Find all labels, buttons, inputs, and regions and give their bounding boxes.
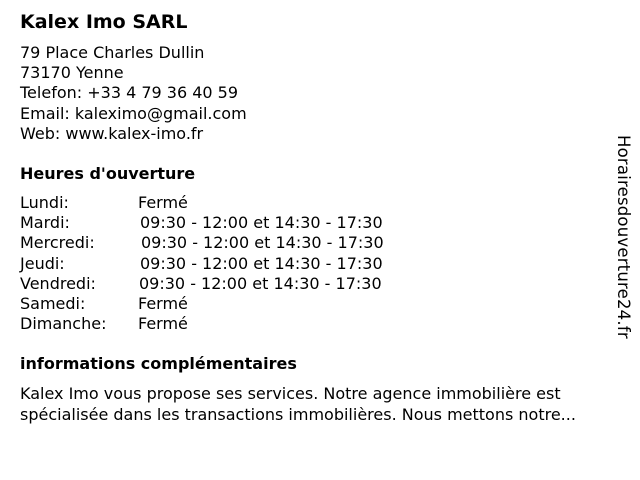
day-label: Jeudi: xyxy=(20,253,65,273)
description-line-2: spécialisée dans les transactions immobilières. Nous mettons notre... xyxy=(20,405,576,424)
day-label: Vendredi: xyxy=(20,273,96,293)
day-hours: 09:30 - 12:00 et 14:30 - 17:30 xyxy=(140,253,383,273)
description-text xyxy=(20,383,630,425)
day-hours: 09:30 - 12:00 et 14:30 - 17:30 xyxy=(140,213,383,233)
opening-hours-heading: Heures d'ouverture xyxy=(20,164,196,183)
day-label: Dimanche: xyxy=(20,314,107,334)
day-label: Mardi: xyxy=(20,213,70,233)
day-hours: 09:30 - 12:00 et 14:30 - 17:30 xyxy=(141,233,384,253)
day-hours: Fermé xyxy=(138,293,188,313)
city-postal: 73170 Yenne xyxy=(20,63,124,83)
website-address: Web: www.kalex-imo.fr xyxy=(20,123,204,143)
day-label: Samedi: xyxy=(20,293,86,313)
street-address: 79 Place Charles Dullin xyxy=(20,43,205,62)
day-label: Lundi: xyxy=(20,193,69,212)
business-name: Kalex Imo SARL xyxy=(20,11,188,33)
day-label: Mercredi: xyxy=(20,233,95,253)
description-line-1: Kalex Imo vous propose ses services. Notre agence immobilière est xyxy=(20,384,561,403)
phone-number: Telefon: +33 4 79 36 40 59 xyxy=(20,83,239,103)
contact-block xyxy=(20,43,247,144)
day-hours: Fermé xyxy=(138,193,188,212)
day-hours: Fermé xyxy=(138,314,188,334)
additional-info-heading: informations complémentaires xyxy=(20,354,297,373)
site-watermark: Horairesdouverture24.fr xyxy=(614,135,633,339)
email-address: Email: kaleximo@gmail.com xyxy=(20,103,247,123)
day-hours: 09:30 - 12:00 et 14:30 - 17:30 xyxy=(139,273,382,293)
